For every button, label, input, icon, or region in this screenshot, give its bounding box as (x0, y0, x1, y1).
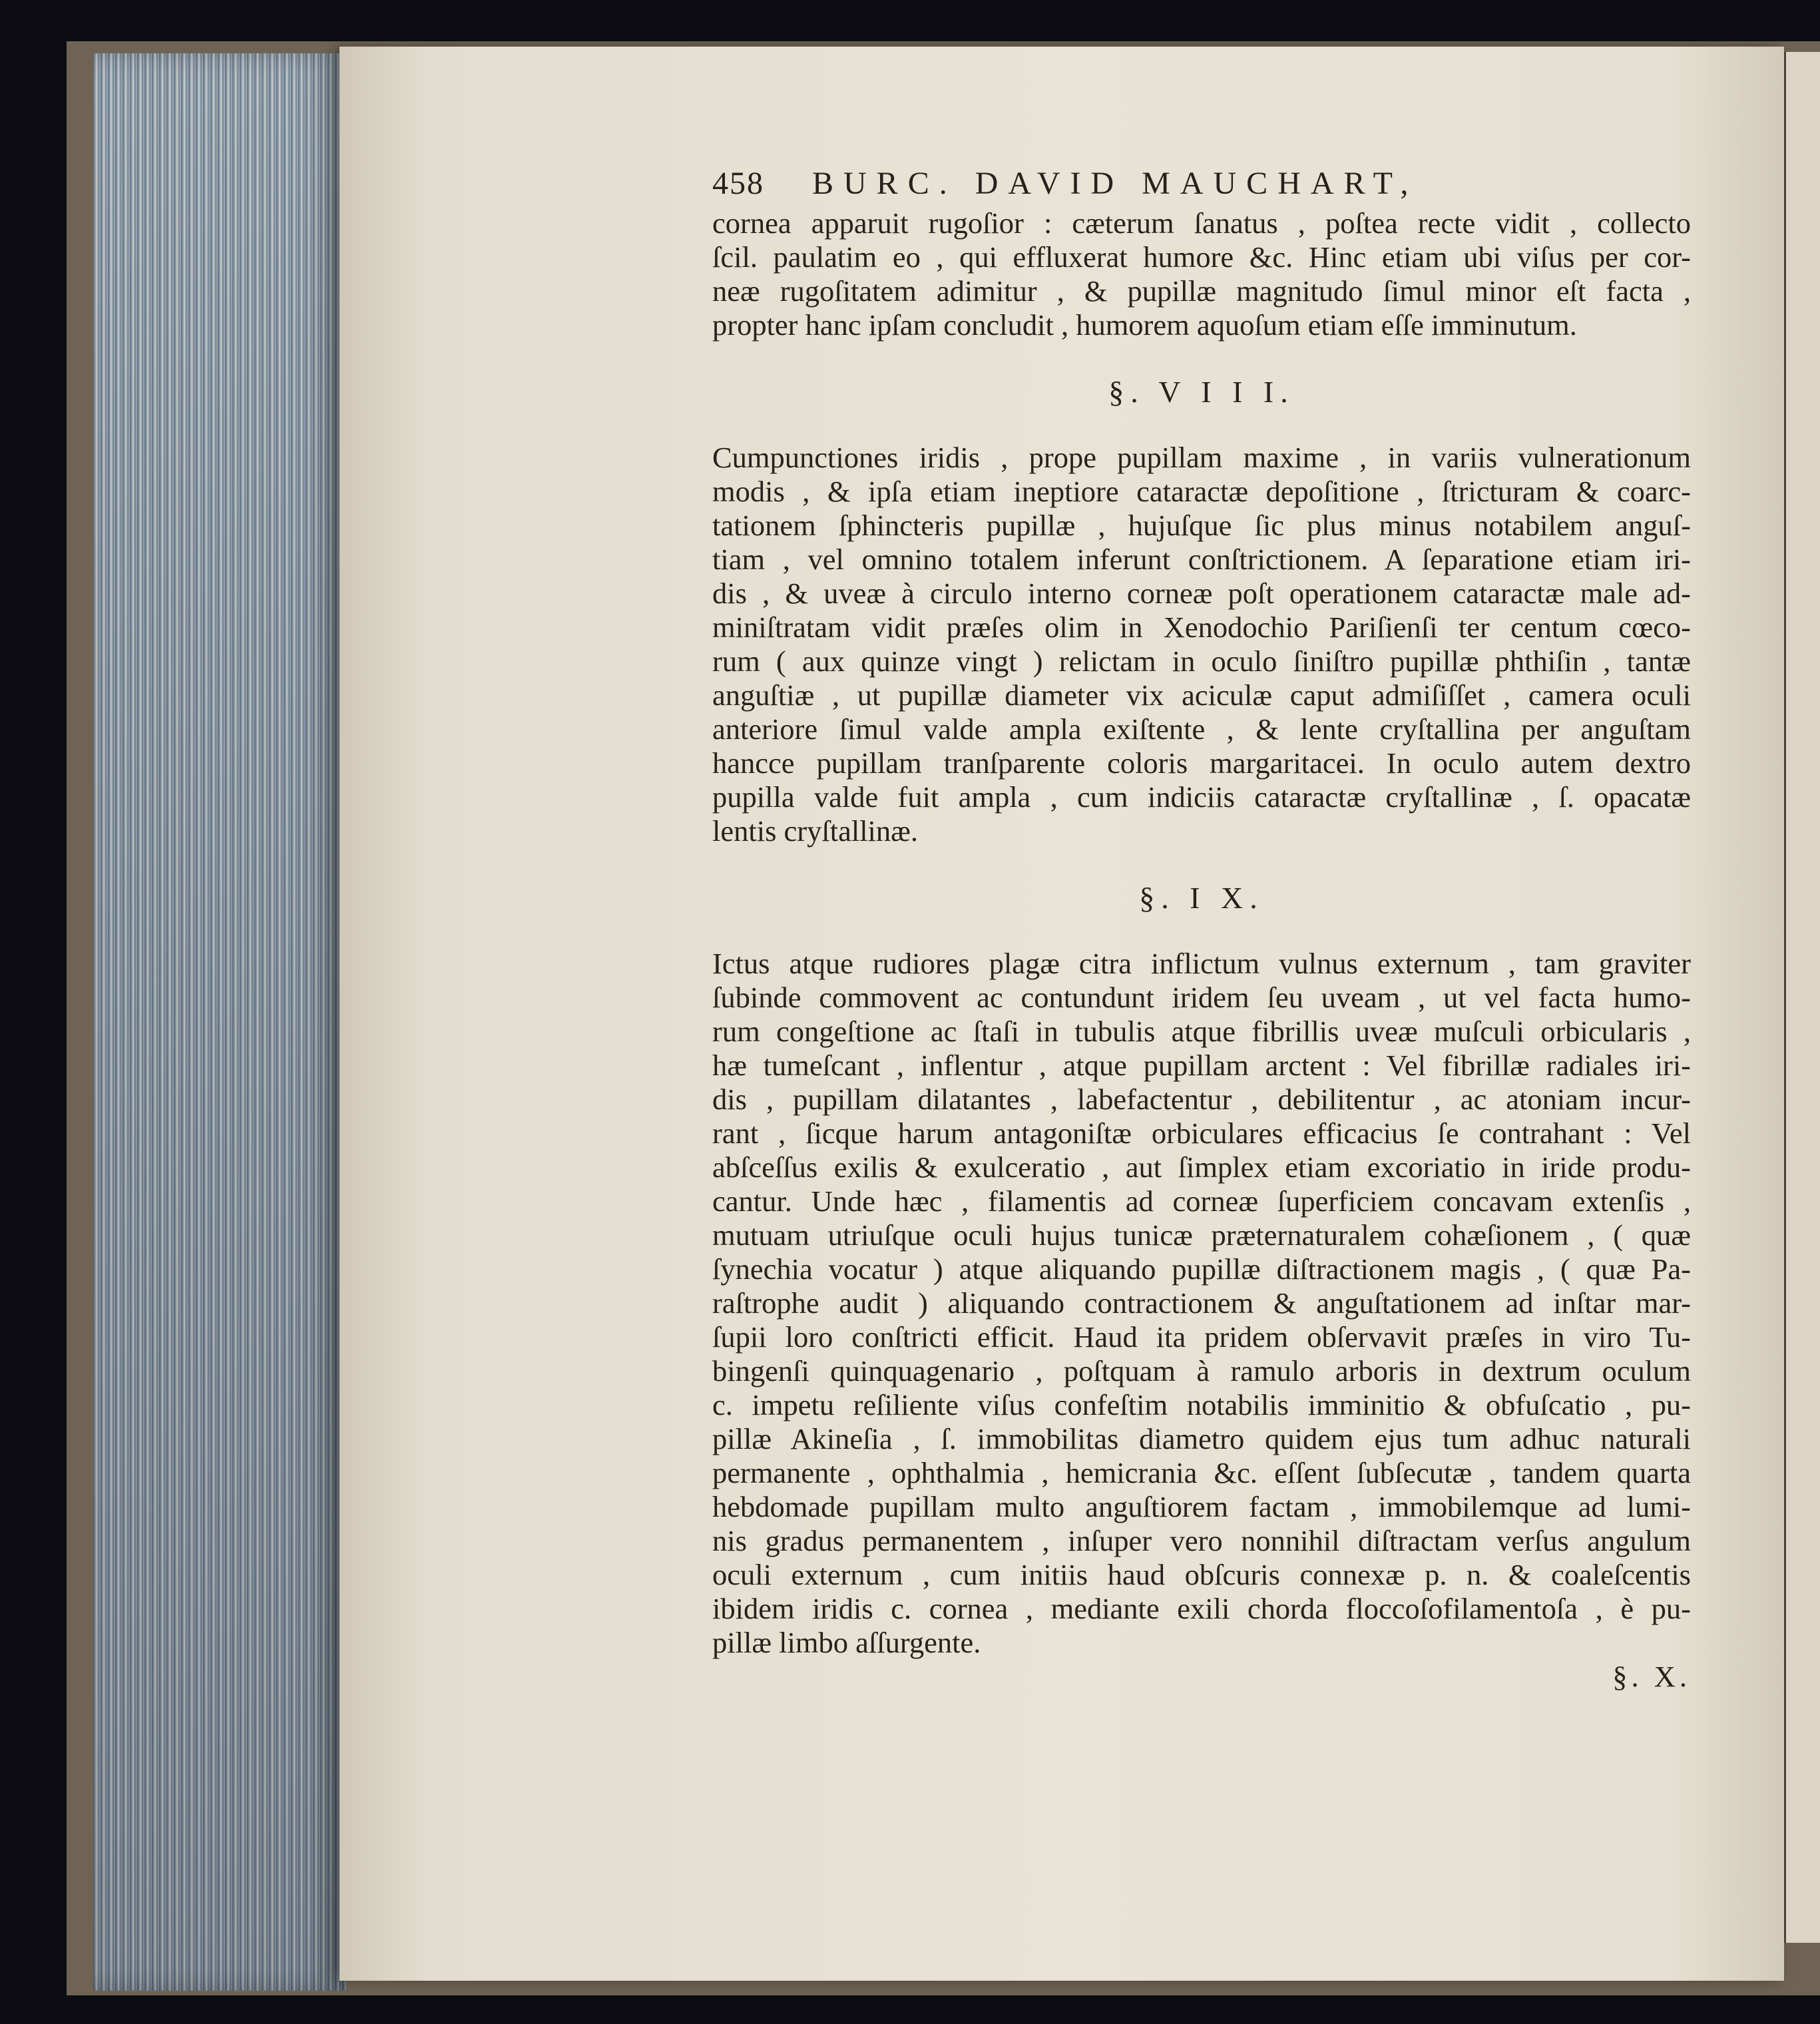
text-line: abſceſſus exilis & exulceratio , aut ſimplex etiam excoriatio in iride produ- (712, 1150, 1691, 1184)
section-8-paragraph (712, 441, 1691, 848)
facing-page-edge (1784, 52, 1820, 1943)
text-line: anteriore ſimul valde ampla exiſtente , & lente cryſtallina per anguſtam (712, 712, 1691, 746)
text-line: mutuam utriuſque oculi hujus tunicæ præternaturalem cohæſionem , ( quæ (712, 1218, 1691, 1252)
text-line: raſtrophe audit ) aliquando contractionem & anguſtationem ad inſtar mar- (712, 1286, 1691, 1320)
section-heading: §. V I I I. (1108, 375, 1295, 409)
text-line: neæ rugoſitatem adimitur , & pupillæ magnitudo ſimul minor eſt facta , (712, 274, 1691, 308)
text-line: pillæ Akineſia , ſ. immobilitas diametro quidem ejus tum adhuc naturali (712, 1422, 1691, 1455)
text-line: ibidem iridis c. cornea , mediante exili chorda floccoſofilamentoſa , è pu- (712, 1592, 1691, 1625)
catchword: §. X. (1612, 1660, 1691, 1693)
text-line: tiam , vel omnino totalem inferunt conſtrictionem. A ſeparatione etiam iri- (712, 543, 1691, 576)
text-line: ſubinde commovent ac contundunt iridem ſeu uveam , ut vel facta humo- (712, 981, 1691, 1014)
text-line: permanente , ophthalmia , hemicrania &c. eſſent ſubſecutæ , tandem quarta (712, 1456, 1691, 1489)
page-number: 458 (712, 166, 764, 201)
text-line: cornea apparuit rugoſior : cæterum ſanatus , poſtea recte vidit , collecto (712, 206, 1691, 240)
page-edges (93, 53, 346, 1991)
text-line: dis , & uveæ à circulo interno corneæ poſt operationem cataractæ male ad- (712, 577, 1691, 610)
text-line: lentis cryſtallinæ. (712, 814, 918, 848)
section-heading: §. I X. (1139, 881, 1264, 915)
text-line: ſcil. paulatim eo , qui effluxerat humore &c. Hinc etiam ubi viſus per cor- (712, 240, 1691, 274)
text-line: hæ tumeſcant , inflentur , atque pupillam arctent : Vel fibrillæ radiales iri- (712, 1049, 1691, 1082)
section-9-paragraph (712, 947, 1691, 1660)
text-line: Ictus atque rudiores plagæ citra inflictum vulnus externum , tam graviter (712, 947, 1691, 980)
running-title: BURC. DAVID MAUCHART, (812, 166, 1419, 201)
text-line: oculi externum , cum initiis haud obſcuris connexæ p. n. & coaleſcentis (712, 1558, 1691, 1591)
text-line: pillæ limbo aſſurgente. (712, 1626, 981, 1659)
paragraph-top (712, 206, 1691, 342)
text-line: ſynechia vocatur ) atque aliquando pupillæ diſtractionem magis , ( quæ Pa- (712, 1252, 1691, 1286)
text-line: rum ( aux quinze vingt ) relictam in oculo ſiniſtro pupillæ phthiſin , tantæ (712, 644, 1691, 678)
text-line: rum congeſtione ac ſtaſi in tubulis atque fibrillis uveæ muſculi orbicularis , (712, 1015, 1691, 1048)
text-line: cantur. Unde hæc , filamentis ad corneæ ſuperficiem concavam extenſis , (712, 1184, 1691, 1218)
text-line: rant , ſicque harum antagoniſtæ orbiculares efficacius ſe contrahant : Vel (712, 1117, 1691, 1150)
text-line: anguſtiæ , ut pupillæ diameter vix aciculæ caput admiſiſſet , camera oculi (712, 678, 1691, 712)
text-line: propter hanc ipſam concludit , humorem aquoſum etiam eſſe imminutum. (712, 308, 1577, 342)
text-line: hancce pupillam tranſparente coloris margaritacei. In oculo autem dextro (712, 746, 1691, 780)
text-line: Cumpunctiones iridis , prope pupillam maxime , in variis vulnerationum (712, 441, 1691, 474)
text-line: ſupii loro conſtricti efficit. Haud ita pridem obſervavit præſes in viro Tu- (712, 1320, 1691, 1354)
page-text (712, 166, 1691, 1700)
text-line: nis gradus permanentem , inſuper vero nonnihil diſtractam verſus angulum (712, 1524, 1691, 1557)
text-line: miniſtratam vidit præſes olim in Xenodochio Pariſienſi ter centum cœco- (712, 611, 1691, 644)
text-line: tationem ſphincteris pupillæ , hujuſque ſic plus minus notabilem anguſ- (712, 509, 1691, 542)
text-line: bingenſi quinquagenario , poſtquam à ramulo arboris in dextrum oculum (712, 1354, 1691, 1388)
text-line: pupilla valde fuit ampla , cum indiciis cataractæ cryſtallinæ , ſ. opacatæ (712, 780, 1691, 814)
text-line: dis , pupillam dilatantes , labefactentur , debilitentur , ac atoniam incur- (712, 1083, 1691, 1116)
running-head (712, 166, 1691, 206)
text-line: hebdomade pupillam multo anguſtiorem factam , immobilemque ad lumi- (712, 1490, 1691, 1523)
text-line: modis , & ipſa etiam ineptiore cataractæ depoſitione , ſtricturam & coarc- (712, 475, 1691, 508)
text-line: c. impetu reſiliente viſus confeſtim notabilis imminitio & obfuſcatio , pu- (712, 1388, 1691, 1421)
